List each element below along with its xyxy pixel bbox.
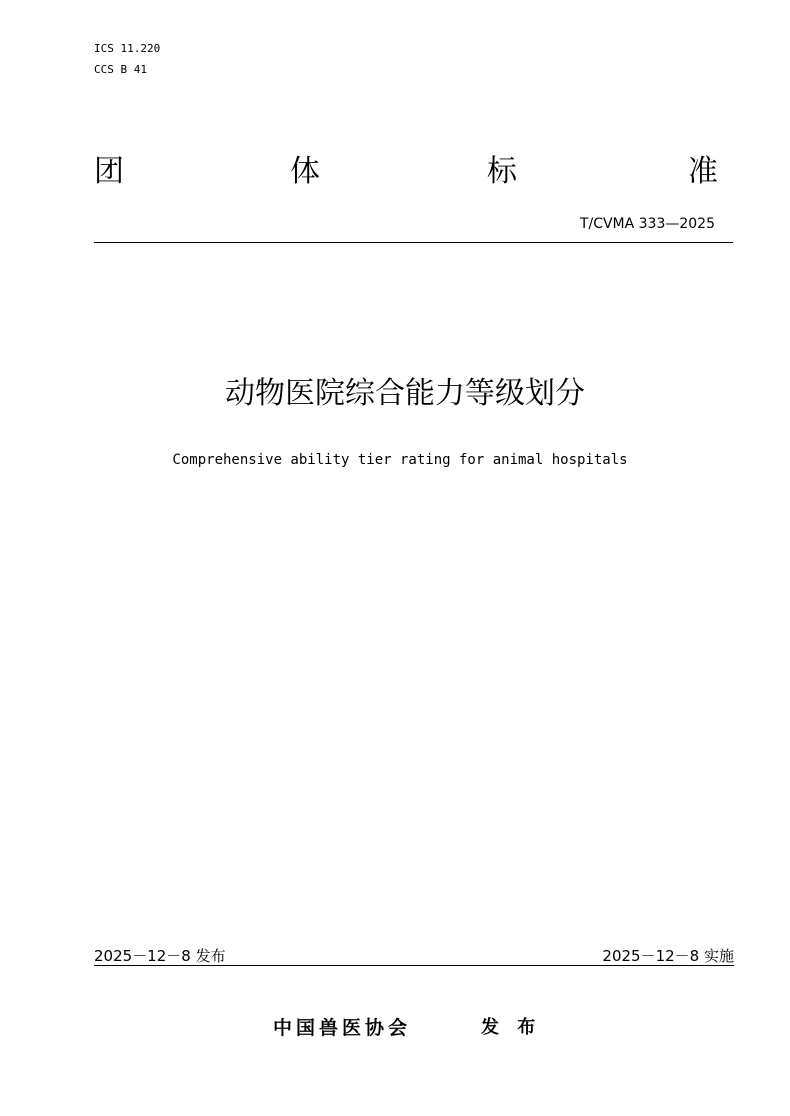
standard-type-char-3: 标	[487, 154, 517, 189]
issue-date: 2025－12－8 发布	[94, 947, 226, 965]
ics-code: ICS 11.220	[94, 42, 161, 55]
standard-type-char-1: 团	[94, 154, 124, 189]
implementation-date: 2025－12－8 实施	[602, 947, 734, 965]
standard-number: T/CVMA 333—2025	[579, 216, 715, 232]
header-divider	[94, 242, 733, 243]
standard-type-char-4: 准	[688, 154, 718, 189]
document-title-chinese: 动物医院综合能力等级划分	[225, 376, 585, 411]
footer-divider	[94, 965, 734, 966]
document-title-english: Comprehensive ability tier rating for animal hospitals	[172, 452, 628, 468]
publisher-name: 中国兽医协会	[273, 1017, 412, 1039]
publish-label: 发 布	[481, 1017, 542, 1038]
ccs-code: CCS B 41	[94, 63, 147, 76]
standard-type-char-2: 体	[290, 154, 320, 189]
